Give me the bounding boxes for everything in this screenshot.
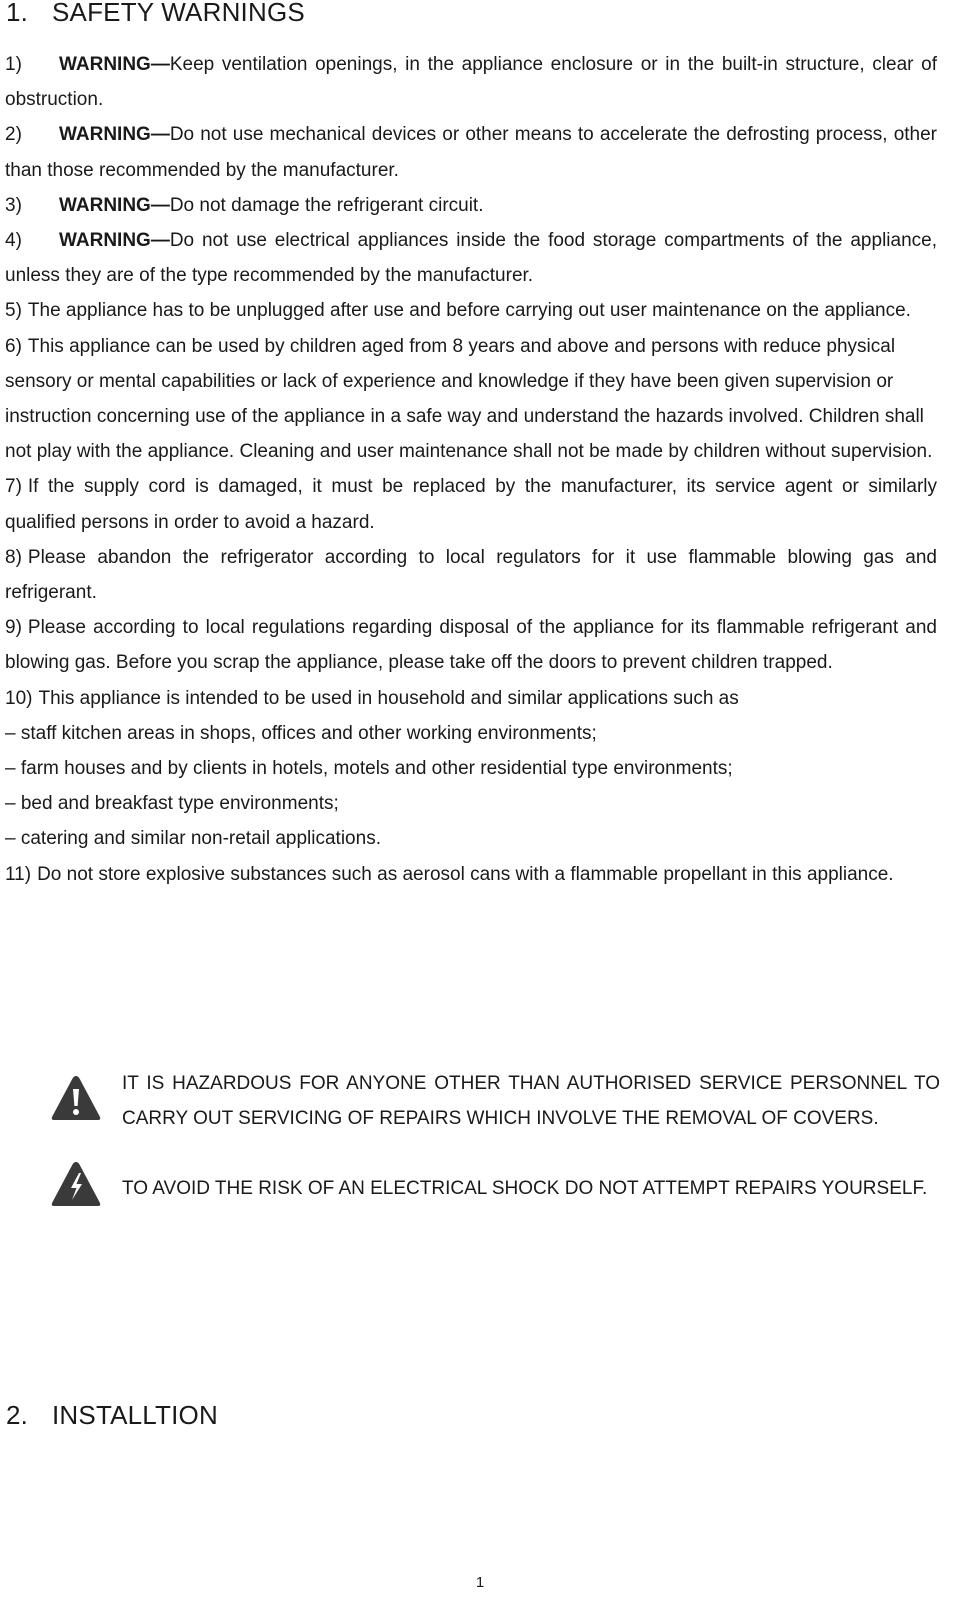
item-number: 5) bbox=[5, 300, 22, 322]
em-dash: — bbox=[150, 230, 170, 252]
list-item-1 bbox=[5, 47, 937, 117]
electric-shock-warning-icon bbox=[50, 1159, 102, 1209]
page-number: 1 bbox=[475, 1574, 485, 1591]
notice-servicing-hazard bbox=[50, 1066, 940, 1138]
list-item-6 bbox=[5, 329, 937, 470]
item-text: Keep ventilation openings, in the appliance enclosure or in the built-in structure, clear of obstruction. bbox=[5, 54, 937, 111]
list-item-7 bbox=[5, 469, 937, 539]
item-text: This appliance is intended to be used in household and similar applications such as bbox=[38, 687, 739, 709]
warning-keyword: WARNING bbox=[59, 194, 151, 216]
notice-electrical-shock bbox=[50, 1171, 940, 1211]
item-number: 9) bbox=[5, 617, 22, 639]
list-item-5 bbox=[5, 293, 937, 328]
section-heading-installation bbox=[6, 1400, 218, 1430]
item-text: Do not store explosive substances such as aerosol cans with a flammable propellant in this appliance. bbox=[37, 863, 894, 885]
section-title: INSTALLTION bbox=[52, 1400, 218, 1430]
sub-item-catering: – catering and similar non-retail applications. bbox=[5, 828, 381, 850]
item-number: 3) bbox=[5, 194, 22, 216]
item-text: Please according to local regulations regarding disposal of the appliance for its flammable refrigerant and blowing gas. Before you scrap the appliance, please take off the doors to prevent children trapped. bbox=[5, 617, 937, 674]
sub-item-farm-houses: – farm houses and by clients in hotels, motels and other residential type environments; bbox=[5, 758, 733, 780]
item-number: 11) bbox=[5, 863, 32, 885]
warning-keyword: WARNING bbox=[59, 124, 151, 146]
item-text: Please abandon the refrigerator according to local regulators for it use flammable blowing gas and refrigerant. bbox=[5, 546, 937, 604]
section-number: 1. bbox=[6, 0, 29, 27]
item-text: This appliance can be used by children aged from 8 years and above and persons with reduce physical sensory or mental capabilities or lack of experience and knowledge if they have been given supervision or instruction concerning use of the appliance in a safe way and understand the hazards involved. Children shall not play with the appliance. Cleaning and user maintenance shall not be made by children without supervision. bbox=[5, 335, 933, 463]
item-number: 2) bbox=[5, 124, 22, 146]
item-number: 4) bbox=[5, 230, 22, 252]
item-number: 8) bbox=[5, 546, 22, 568]
section-title: SAFETY WARNINGS bbox=[52, 0, 305, 27]
em-dash: — bbox=[150, 124, 170, 146]
warning-keyword: WARNING bbox=[59, 54, 151, 75]
item-number: 6) bbox=[5, 335, 22, 357]
notice-text: TO AVOID THE RISK OF AN ELECTRICAL SHOCK DO NOT ATTEMPT REPAIRS YOURSELF. bbox=[122, 1178, 928, 1199]
list-item-9 bbox=[5, 610, 937, 680]
notice-text: IT IS HAZARDOUS FOR ANYONE OTHER THAN AUTHORISED SERVICE PERSONNEL TO CARRY OUT SERVICING OF REPAIRS WHICH INVOLVE THE REMOVAL OF COVERS. bbox=[122, 1073, 940, 1129]
section-number: 2. bbox=[6, 1400, 29, 1430]
item-text: Do not damage the refrigerant circuit. bbox=[169, 194, 484, 216]
item-text: The appliance has to be unplugged after use and before carrying out user maintenance on the appliance. bbox=[27, 300, 911, 322]
safety-warnings-list bbox=[5, 47, 937, 892]
list-item-11 bbox=[5, 857, 937, 892]
sub-item-staff-kitchen: – staff kitchen areas in shops, offices and other working environments; bbox=[5, 722, 597, 744]
list-item-4 bbox=[5, 223, 937, 293]
section-heading-safety-warnings bbox=[6, 0, 305, 27]
item-text: If the supply cord is damaged, it must be replaced by the manufacturer, its service agent or similarly qualified persons in order to avoid a hazard. bbox=[5, 476, 937, 533]
list-item-2 bbox=[5, 117, 937, 187]
sub-item-bed-and-breakfast: – bed and breakfast type environments; bbox=[5, 793, 339, 815]
em-dash: — bbox=[150, 194, 170, 216]
item-number: 10) bbox=[5, 687, 33, 709]
item-number: 7) bbox=[5, 476, 22, 498]
exclamation-warning-icon bbox=[50, 1073, 102, 1123]
item-text: Do not use electrical appliances inside the food storage compartments of the appliance, unless they are of the type recommended by the manufacturer. bbox=[5, 230, 937, 287]
em-dash: — bbox=[150, 54, 170, 75]
list-item-10 bbox=[5, 681, 937, 857]
list-item-3 bbox=[5, 188, 937, 223]
item-text: Do not use mechanical devices or other means to accelerate the defrosting process, other than those recommended by the manufacturer. bbox=[5, 124, 937, 181]
list-item-8 bbox=[5, 540, 937, 610]
item-number: 1) bbox=[5, 54, 22, 75]
warning-keyword: WARNING bbox=[59, 230, 151, 252]
